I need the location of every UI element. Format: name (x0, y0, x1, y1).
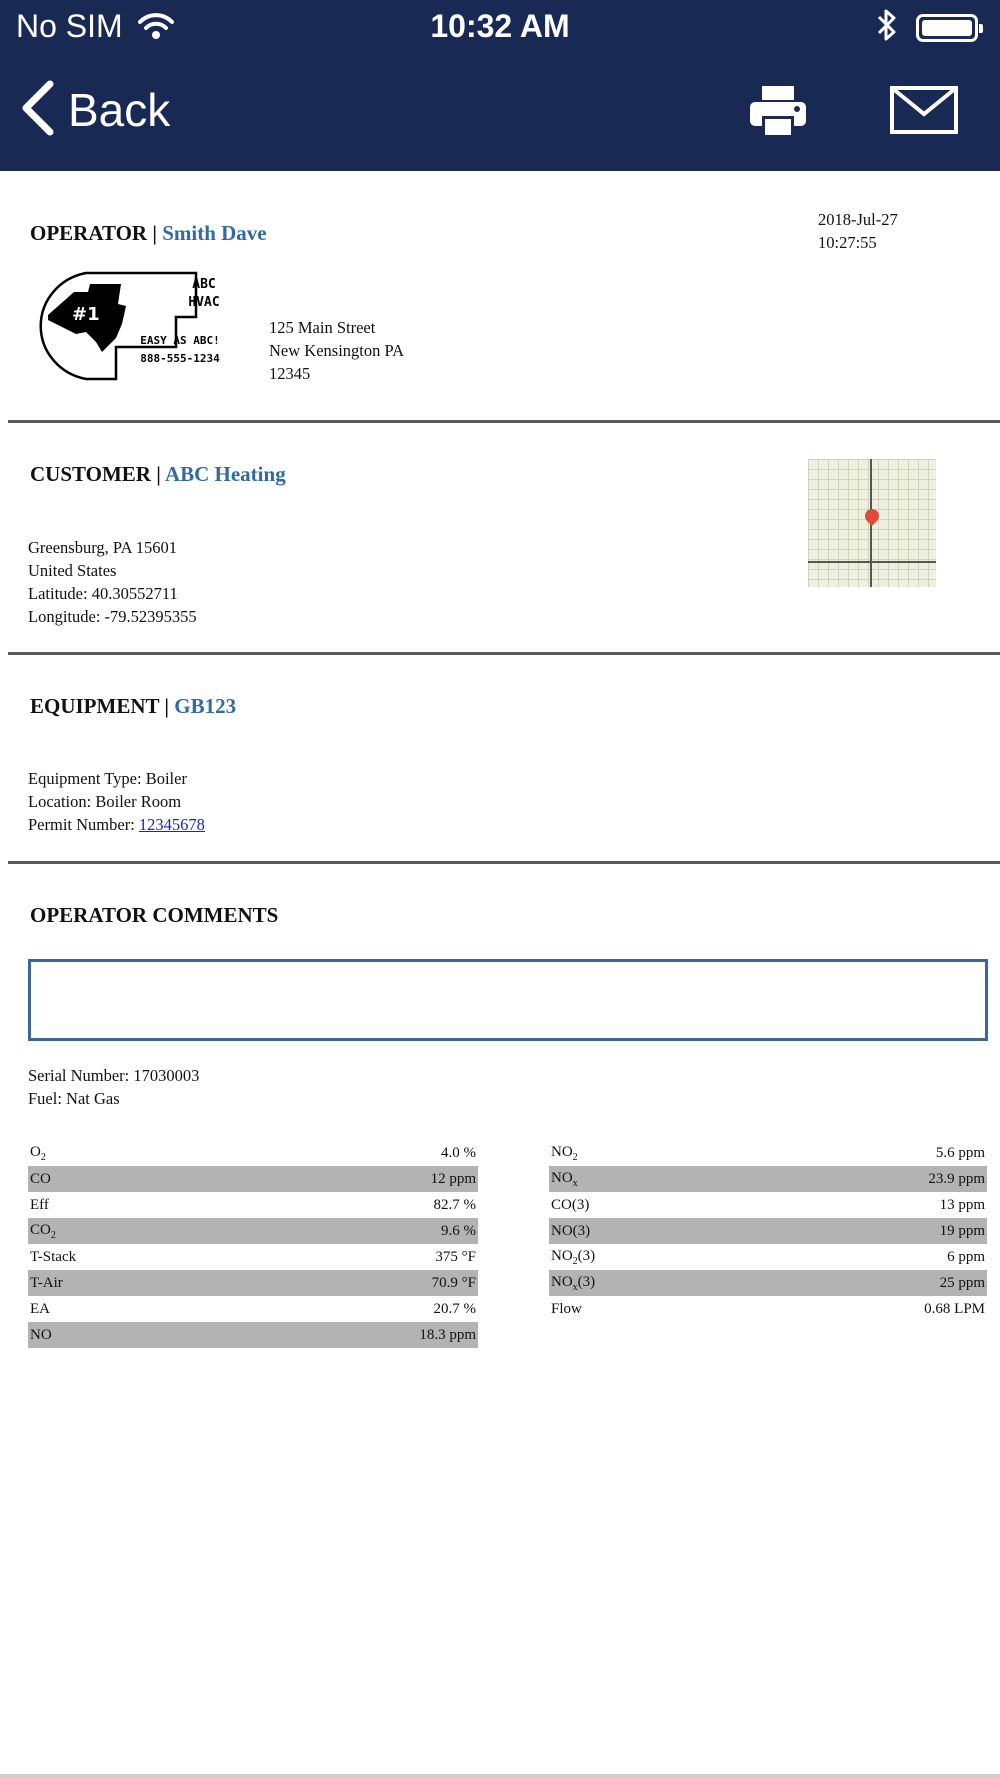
reading-label: CO(3) (551, 1196, 590, 1213)
reading-value: 9.6 % (441, 1222, 476, 1239)
clock: 10:32 AM (430, 8, 570, 44)
navigation-bar (0, 0, 1000, 171)
fuel-type: Fuel: Nat Gas (28, 1089, 120, 1108)
chevron-left-icon (20, 80, 54, 141)
section-divider (8, 420, 1000, 423)
reading-value: 82.7 % (433, 1196, 476, 1213)
reading-value: 19 ppm (939, 1222, 985, 1239)
reading-label: T-Air (30, 1274, 63, 1291)
logo-hvac: HVAC (188, 295, 220, 310)
reading-row (28, 1166, 478, 1192)
reading-value: 23.9 ppm (928, 1170, 985, 1187)
envelope-icon (890, 121, 958, 138)
bluetooth-icon (876, 8, 898, 47)
equipment-name: GB123 (174, 694, 237, 718)
reading-value: 20.7 % (433, 1300, 476, 1317)
reading-value: 25 ppm (939, 1274, 985, 1291)
reading-label: NO (30, 1326, 52, 1343)
readings-table-left (28, 1140, 478, 1348)
address-line: 12345 (269, 364, 311, 383)
reading-row (28, 1244, 478, 1270)
reading-label: $O_2$ (30, 1143, 46, 1163)
reading-row (549, 1296, 987, 1322)
serial-number: Serial Number: 17030003 (28, 1066, 200, 1085)
reading-row (549, 1166, 987, 1192)
logo-tagline: EASY AS ABC! (140, 334, 220, 347)
print-button[interactable] (748, 84, 808, 143)
reading-value: 18.3 ppm (419, 1326, 476, 1343)
reading-value: 5.6 ppm (935, 1144, 985, 1161)
reading-label: $NO_2(3)$ (551, 1247, 596, 1267)
carrier-label: No SIM (16, 8, 123, 44)
reading-label: CO (30, 1170, 51, 1187)
device-info (28, 1064, 199, 1110)
reading-row (549, 1140, 987, 1166)
location-map[interactable] (808, 459, 936, 587)
permit-number-link[interactable]: 12345678 (138, 815, 205, 834)
reading-row (28, 1322, 478, 1348)
email-button[interactable] (890, 86, 958, 139)
reading-label: $CO_2$ (30, 1221, 56, 1241)
reading-row (28, 1270, 478, 1296)
permit-label: Permit Number: (28, 815, 135, 834)
battery-icon (916, 14, 978, 42)
company-logo (26, 270, 236, 382)
operator-address (269, 316, 404, 385)
reading-row (28, 1296, 478, 1322)
customer-details (28, 536, 197, 628)
reading-row (549, 1218, 987, 1244)
section-divider (8, 652, 1000, 655)
address-line: New Kensington PA (269, 341, 405, 360)
operator-comments-field[interactable] (28, 959, 988, 1041)
address-line: 125 Main Street (269, 318, 376, 337)
reading-row (549, 1270, 987, 1296)
bottom-divider (0, 1774, 1000, 1778)
operator-heading-label: OPERATOR | (30, 221, 157, 245)
reading-row (28, 1218, 478, 1244)
customer-name: ABC Heating (164, 462, 286, 486)
reading-value: 4.0 % (441, 1144, 476, 1161)
reading-value: 6 ppm (947, 1248, 985, 1265)
reading-label: NO(3) (551, 1222, 591, 1239)
comments-heading: OPERATOR COMMENTS (30, 903, 279, 927)
reading-label: $NO_2$ (551, 1143, 578, 1163)
logo-abc: ABC (192, 277, 216, 292)
reading-label: EA (30, 1300, 50, 1317)
reading-label: T-Stack (30, 1248, 77, 1265)
reading-row (549, 1192, 987, 1218)
operator-name: Smith Dave (162, 221, 267, 245)
customer-country: United States (28, 561, 117, 580)
operator-heading (30, 221, 267, 246)
equipment-heading (30, 694, 236, 719)
reading-value: 70.9 °F (431, 1274, 476, 1291)
report-time: 10:27:55 (818, 233, 877, 252)
customer-latitude: Latitude: 40.30552711 (28, 584, 178, 603)
reading-value: 0.68 LPM (924, 1300, 985, 1317)
equipment-location: Location: Boiler Room (28, 792, 182, 811)
customer-heading-label: CUSTOMER | (30, 462, 161, 486)
reading-value: 12 ppm (430, 1170, 476, 1187)
back-button[interactable] (20, 80, 170, 140)
readings-table-right (549, 1140, 987, 1322)
section-divider (8, 861, 1000, 864)
printer-icon (748, 125, 808, 142)
customer-longitude: Longitude: -79.52395355 (28, 607, 197, 626)
reading-row (28, 1140, 478, 1166)
reading-row (28, 1192, 478, 1218)
back-label: Back (68, 84, 171, 136)
reading-value: 13 ppm (939, 1196, 985, 1213)
reading-row (549, 1244, 987, 1270)
report-date: 2018-Jul-27 (818, 210, 898, 229)
equipment-heading-label: EQUIPMENT | (30, 694, 170, 718)
equipment-details (28, 767, 205, 836)
reading-label: $NO_x$ (551, 1169, 578, 1189)
permit-row (28, 813, 205, 836)
status-bar (0, 0, 1000, 56)
reading-label: Eff (30, 1196, 49, 1213)
reading-value: 375 °F (435, 1248, 476, 1265)
reading-label: $NO_x(3)$ (551, 1273, 596, 1293)
logo-phone: 888-555-1234 (140, 352, 220, 365)
equipment-type: Equipment Type: Boiler (28, 769, 187, 788)
logo-number: #1 (72, 304, 100, 325)
customer-heading (30, 462, 286, 487)
report-datetime (818, 208, 898, 254)
customer-city: Greensburg, PA 15601 (28, 538, 177, 557)
reading-label: Flow (551, 1300, 582, 1317)
